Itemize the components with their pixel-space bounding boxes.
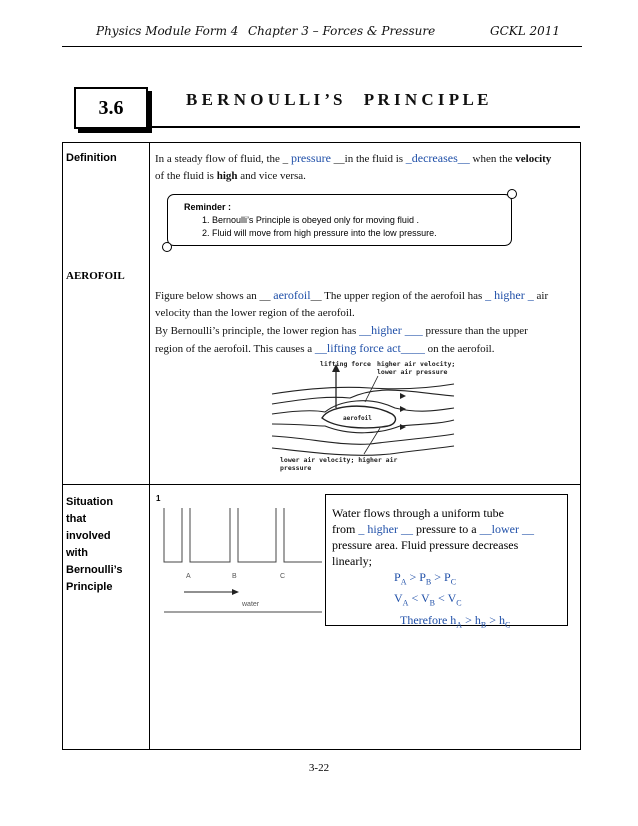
definition-text <box>155 150 579 185</box>
situation-label: Situation that involved with Bernoulli’s Principle <box>66 496 123 593</box>
header-school: GCKL 2011 <box>490 24 561 38</box>
callout-line-1: Water flows through a uniform tube <box>332 506 504 520</box>
reminder-item-2: 2. Fluid will move from high pressure into the low pressure. <box>202 228 437 238</box>
callout-equation-velocity: $V_A < V_B < V_C$ <box>394 591 462 608</box>
callout-line-3: pressure area. Fluid pressure decreases <box>332 538 519 552</box>
definition-line-2: of the fluid is high and vice versa. <box>155 170 306 182</box>
callout-line-2: from _ higher __ pressure to a __lower __ <box>332 522 534 536</box>
callout-line-4: linearly; <box>332 554 372 568</box>
lower-label-1: lower air velocity; higher air <box>280 456 398 464</box>
callout-equation-height: Therefore $h_A > h_B > h_C$ <box>400 612 511 630</box>
tube-label-b: B <box>232 573 237 580</box>
aerofoil-label: AEROFOIL <box>66 270 125 282</box>
upper-label-1: higher air velocity; <box>377 360 456 368</box>
tube-outline <box>164 508 322 612</box>
flow-arrowheads <box>400 393 406 430</box>
header-chapter: Chapter 3 – Forces & Pressure <box>248 24 436 38</box>
tube-label-a: A <box>186 573 191 580</box>
section-number: 3.6 <box>98 96 124 119</box>
aerofoil-figure <box>270 358 456 474</box>
tube-label-c: C <box>280 573 286 580</box>
section-number-box <box>74 87 148 129</box>
definition-label: Definition <box>66 152 117 164</box>
header-module: Physics Module Form 4 <box>96 24 239 38</box>
water-label: water <box>242 601 260 608</box>
aerofoil-line-4: region of the aerofoil. This causes a __lifting force act____ on the aerofoil. <box>155 341 495 355</box>
upper-pointer <box>365 376 378 402</box>
header-rule <box>62 46 582 47</box>
table-row-divider <box>62 484 581 485</box>
situation-number: 1 <box>156 494 161 503</box>
tube-explanation-box <box>325 494 568 630</box>
aerofoil-line-2: velocity than the lower region of the aerofoil. <box>155 307 355 319</box>
reminder-item-1: 1. Bernoulli’s Principle is obeyed only for moving fluid . <box>202 215 419 225</box>
lifting-force-label: lifting force <box>320 360 371 368</box>
table-column-divider <box>149 142 150 750</box>
aerofoil-body-label: aerofoil <box>343 415 372 422</box>
aerofoil-line-1: Figure below shows an __ aerofoil__ The upper region of the aerofoil has _ higher _ air <box>155 288 549 302</box>
reminder-box <box>167 194 512 246</box>
upper-label-2: lower air pressure <box>377 368 448 376</box>
page-number: 3-22 <box>308 762 330 774</box>
aerofoil-text <box>155 287 579 358</box>
reminder-scroll-curl-top <box>507 189 517 199</box>
reminder-scroll-curl-bottom <box>162 242 172 252</box>
flow-arrowhead <box>232 589 239 595</box>
definition-line-1: In a steady flow of fluid, the _ pressure __in the fluid is _decreases__ when the velocity <box>155 151 552 165</box>
reminder-title: Reminder : <box>184 202 232 212</box>
lower-label-2: pressure <box>280 464 312 472</box>
aerofoil-line-3: By Bernoulli’s principle, the lower region has __higher ___ pressure than the upper <box>155 323 528 337</box>
uniform-tube-figure <box>160 500 324 616</box>
section-title-rule <box>150 126 580 128</box>
section-title: B E R N O U L L I ’ S P R I N C I P L E <box>186 90 489 109</box>
callout-equation-pressure: $P_A > P_B > P_C$ <box>394 570 457 587</box>
